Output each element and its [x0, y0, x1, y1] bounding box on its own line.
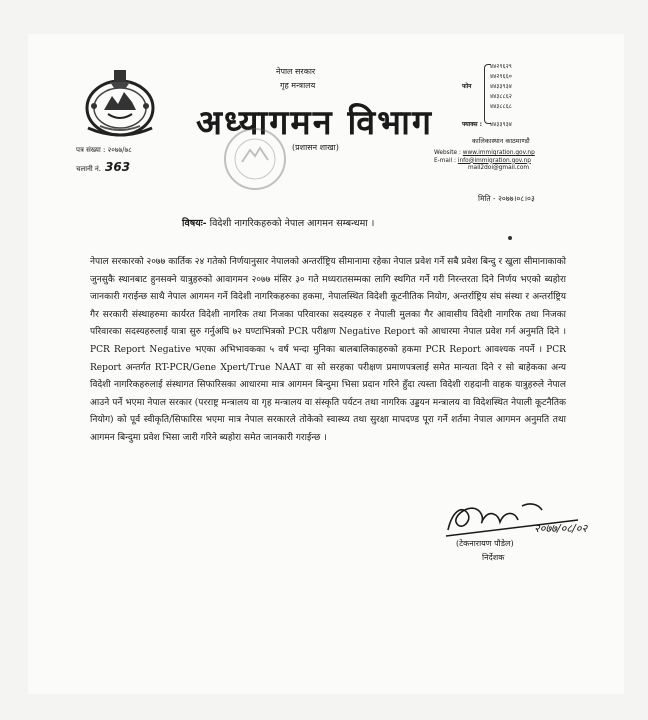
reference-number: पत्र संख्या : २०७७/७८ — [76, 146, 132, 154]
email-link[interactable]: info@immigration.gov.np — [457, 157, 531, 164]
phone-number: ४४३८८६२ — [490, 93, 512, 100]
fax-label: फ्याक्स : — [462, 121, 483, 128]
email-secondary: mail2doi@gmail.com — [468, 165, 530, 171]
letter-date: मिति - २०७७।०८।०३ — [478, 194, 535, 203]
phone-number: ४४३३९३४ — [490, 83, 512, 90]
phone-number: ४४२९६२९ — [490, 63, 512, 70]
ink-dot — [508, 236, 512, 240]
website-link[interactable]: www.immigration.gov.np — [462, 150, 535, 156]
signature-date: २०७७/०८/०२ — [534, 522, 588, 535]
signatory-name: (टेकनारायण पौडेल) — [456, 539, 514, 548]
subject-text: विदेशी नागरिकहरुको नेपाल आगमन सम्बन्धमा । — [209, 218, 375, 229]
dispatch-label: चलानी नं. — [76, 165, 102, 173]
email-label: E-mail : — [434, 157, 456, 164]
phone-brace — [484, 64, 491, 124]
department-title: अध्यागमन विभाग — [196, 103, 434, 143]
government-name: नेपाल सरकार — [276, 67, 316, 76]
office-address: कालिकास्थान काठमाण्डौ — [472, 137, 530, 145]
phone-label: फोन — [462, 83, 472, 90]
branch-name: (प्रशासन शाखा) — [292, 143, 339, 152]
signatory-designation: निर्देशक — [482, 553, 505, 562]
office-stamp-icon — [222, 126, 288, 192]
phone-number: ४४३८८६८ — [490, 103, 512, 110]
web-block — [434, 150, 535, 173]
subject-label: विषयः- — [182, 218, 207, 229]
fax-number: ४४३३९३४ — [490, 121, 512, 128]
phone-number: ४४२९६६० — [490, 73, 512, 80]
handwritten-signature-icon — [438, 492, 588, 542]
website-label: Website : — [434, 150, 461, 156]
nepal-emblem-icon — [80, 66, 160, 142]
dispatch-value: 363 — [105, 160, 131, 174]
dispatch-number — [76, 160, 130, 174]
subject-line — [182, 216, 374, 229]
ministry-name: गृह मन्त्रालय — [280, 81, 316, 90]
letter-body: नेपाल सरकारको २०७७ कार्तिक २४ गतेको निर्णयानुसार नेपालको अन्तर्राष्ट्रिय सीमानामा रहेका नेपाल प्रवेश गर्ने सबै प्रवेश बिन्दु र खुला सीमानाकाको जुनसुकै स्थानबाट हुनसक्ने यात्रुहरुको आवागमन २०७७ मंसिर ३० गते मध्यरातसम्मका लागि स्थगित गर्ने गरी निरन्तरता दिने निर्णय भएको ब्यहोरा जानकारी गराईन्छ साथै नेपाल आगमन गर्ने विदेशी नागरिकहरुका हकमा, नेपालस्थित विदेशी कूटनीतिक नियोग, अन्तर्राष्ट्रिय संघ संस्था र अन्तर्राष्ट्रिय गैर सरकारी संस्थाहरुमा कार्यरत विदेशी नागरिक तथा निजका परिवारका सदस्यहरु र नेपाली मुलका गैर आवासीय विदेशी नागरिक तथा निजका परिवारका सदस्यहरुलाई यात्रा सुरु गर्नुअघि ७२ घण्टाभित्रको PCR परीक्षण Negative Report को आधारमा नेपाल प्रवेश गर्न अनुमति दिने । PCR Report Negative भएका अभिभावकका ५ वर्ष भन्दा मुनिका बालबालिकाहरुको हकमा PCR Report आवश्यक नपर्ने । PCR Report अन्तर्गत RT-PCR/Gene Xpert/True NAAT वा सो सरहका परीक्षण प्रमाणपत्रलाई समेत मान्यता दिने र सो बाहेकका अन्य विदेशी नागरिकहरुलाई संस्थागत सिफारिसका आधारमा मात्र आगमन बिन्दुमा भिसा प्रदान गरिने हुँदा त्यस्ता विदेशी राहदानी वाहक यात्रुहरुले नेपाल आउने पर्ने भएमा नेपाल सरकार (परराष्ट्र मन्त्रालय वा गृह मन्त्रालय वा संस्कृति पर्यटन तथा नागरिक उड्डयन मन्त्रालय वा विदेशस्थित नेपाली कूटनैतिक नियोग) को पूर्व स्वीकृति/सिफारिस भएमा मात्र नेपाल सरकारले तोकेको स्वास्थ्य तथा सुरक्षा मापदण्ड पूरा गर्ने शर्तमा नेपाल आगमन अनुमति तथा आगमन बिन्दुमा प्रवेश भिसा जारी गरिने ब्यहोरा समेत जानकारी गराईन्छ । — [90, 257, 566, 443]
